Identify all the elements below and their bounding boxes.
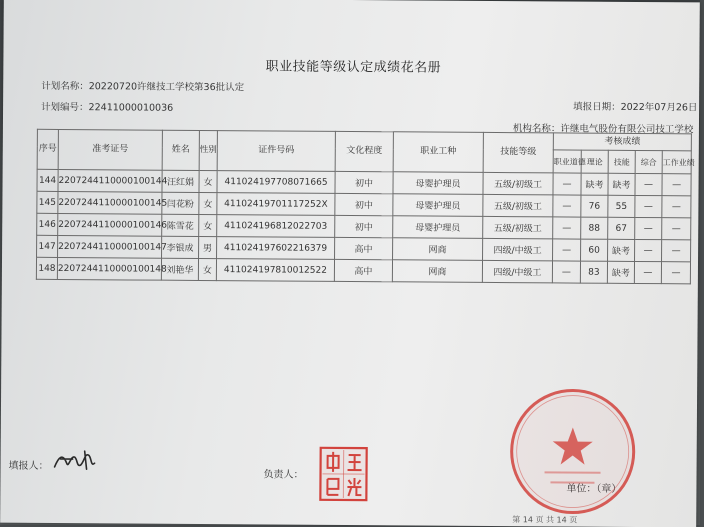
cell-name: 刘艳华 [161,258,198,280]
cell-gender: 女 [199,170,217,192]
cell-education: 高中 [335,237,393,259]
cell-gender: 女 [199,214,217,236]
cell-work: — [661,262,690,284]
page-number: 第 14 页 共 14 页 [512,514,577,525]
cell-theory: 缺考 [581,173,608,195]
cell-skill: 67 [608,217,635,239]
cell-skill: 缺考 [607,261,634,283]
cell-id-no: 41102419701117252X [217,193,335,216]
cell-id-no: 411024197602216379 [217,237,335,260]
cell-skill: 55 [608,195,635,217]
cell-comprehensive: — [635,173,662,195]
header-ethics: 职业道德 [553,150,581,173]
plan-name: 计划名称：20220720许继技工学校第36批认定 [41,78,244,93]
cell-work: — [662,174,691,196]
cell-name: 汪红娟 [162,170,199,192]
cell-exam-no: 2207244110000100145 [58,191,162,214]
header-comprehensive: 综合 [635,150,662,173]
cell-comprehensive: — [635,217,662,239]
cell-comprehensive: — [635,239,662,261]
cell-gender: 女 [198,258,216,280]
table-header-row [37,129,691,151]
cell-education: 高中 [334,259,392,281]
header-education: 文化程度 [335,131,393,171]
cell-theory: 88 [581,217,608,239]
cell-occupation: 母婴护理员 [393,194,483,217]
header-skill: 技能 [608,150,635,173]
document-title: 职业技能等级认定成绩花名册 [3,54,703,78]
cell-level: 四级/中级工 [483,238,553,260]
cell-seq: 146 [37,213,58,235]
cell-id-no: 411024197708071665 [217,171,335,194]
header-gender: 性别 [199,130,217,170]
cell-name: 闫花粉 [162,192,199,214]
table-row [36,257,690,284]
cell-education: 初中 [335,193,393,215]
personal-name-seal [318,446,368,502]
cell-seq: 145 [37,191,58,213]
filler-label: 填报人： [9,457,49,472]
cell-seq: 144 [37,169,58,191]
cell-name: 陈雪花 [162,214,199,236]
organization-name: 机构名称：许继电气股份有限公司技工学校 [513,120,694,135]
cell-exam-no: 2207244110000100147 [58,235,162,258]
cell-education: 初中 [335,215,393,237]
header-seq: 序号 [37,129,58,169]
cell-level: 五级/初级工 [483,172,553,194]
header-name: 姓名 [162,130,199,170]
cell-exam-no: 2207244110000100148 [57,257,161,280]
cell-ethics: — [553,195,581,217]
cell-skill: 缺考 [608,173,635,195]
handwritten-signature [51,445,101,475]
cell-level: 五级/初级工 [483,216,553,238]
cell-ethics: — [552,261,580,283]
cell-theory: 76 [581,195,608,217]
cell-ethics: — [553,173,581,195]
cell-level: 五级/初级工 [483,194,553,216]
cell-name: 李银成 [162,236,199,258]
cell-occupation: 母婴护理员 [393,172,483,195]
header-level: 技能等级 [483,132,553,172]
cell-comprehensive: — [635,195,662,217]
cell-comprehensive: — [634,261,661,283]
responsible-label: 负责人： [263,465,303,480]
cell-seq: 148 [36,257,57,279]
cell-occupation: 母婴护理员 [393,216,483,239]
cell-id-no: 411024197810012522 [216,259,334,282]
cell-exam-no: 2207244110000100144 [58,169,162,192]
header-id-no: 证件号码 [217,131,335,172]
cell-education: 初中 [335,171,393,193]
header-occupation: 职业工种 [393,132,483,173]
cell-work: — [662,218,691,240]
cell-ethics: — [553,217,581,239]
header-work: 工作业绩 [662,151,691,174]
plan-number: 计划编号：22411000010036 [41,99,173,114]
cell-seq: 147 [37,235,58,257]
cell-occupation: 网商 [392,260,482,283]
header-scores: 考核成绩 [553,133,691,151]
cell-gender: 男 [199,236,217,258]
cell-exam-no: 2207244110000100146 [58,213,162,236]
cell-theory: 83 [580,261,607,283]
header-exam-no: 准考证号 [58,129,162,170]
cell-gender: 女 [199,192,217,214]
cell-skill: 缺考 [608,239,635,261]
fill-date: 填报日期：2022年07月26日 [573,99,697,114]
cell-theory: 60 [581,239,608,261]
cell-work: — [662,240,691,262]
score-roster-table [36,129,692,285]
cell-id-no: 411024196812022703 [217,215,335,238]
cell-occupation: 网商 [393,238,483,261]
header-theory: 理论 [581,150,608,173]
cell-work: — [662,196,691,218]
cell-level: 四级/中级工 [482,260,552,282]
cell-ethics: — [553,239,581,261]
organization-seal [506,385,639,518]
